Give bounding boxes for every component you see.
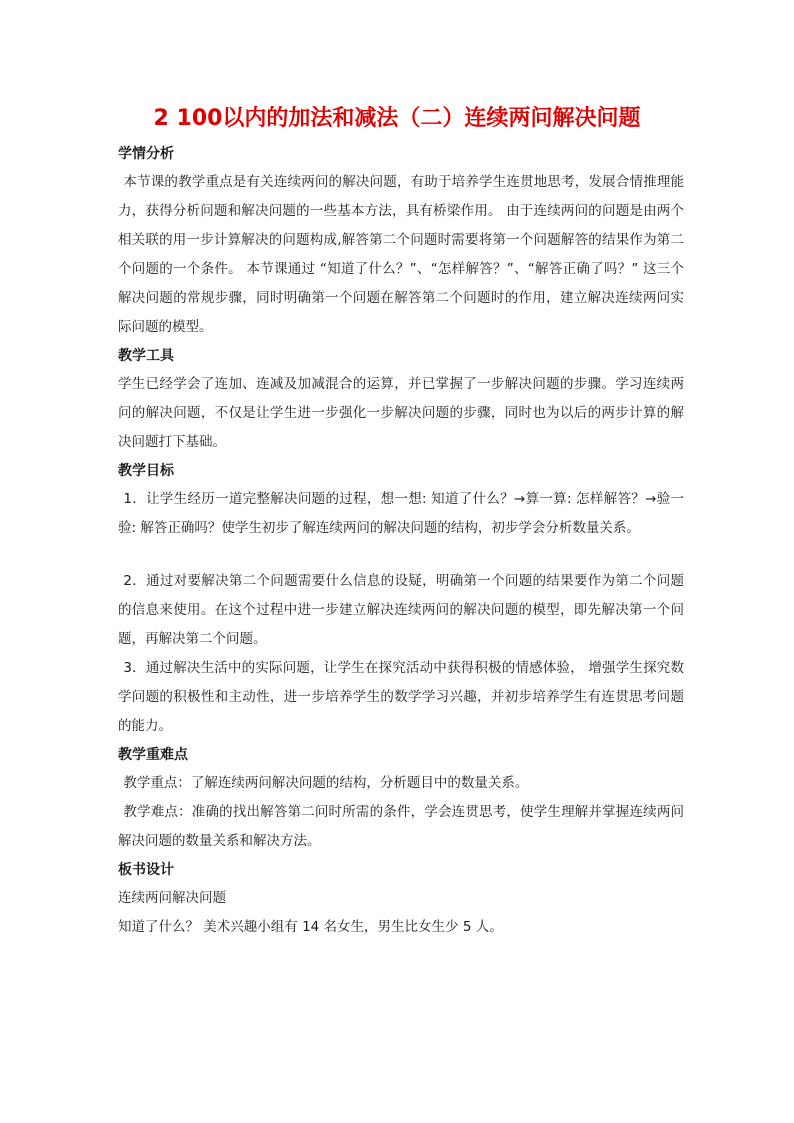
- section-heading-tools: 教学工具: [118, 348, 174, 364]
- goal-item-2: 2．通过对要解决第二个问题需要什么信息的设疑，明确第一个问题的结果要作为第二个问题的信息来使用。在这个过程中进一步建立解决连续两问的解决问题的模型，即先解决第一个问题，再解决第二个问题。: [118, 573, 684, 647]
- document-title: 2 100以内的加法和减法（二）连续两问解决问题: [153, 106, 641, 131]
- section-heading-difficulty: 教学重难点: [118, 747, 188, 763]
- board-line-2: 知道了什么？ 美术兴趣小组有 14 名女生，男生比女生少 5 人。: [118, 919, 503, 935]
- analysis-paragraph: 本节课的教学重点是有关连续两问的解决问题，有助于培养学生连贯地思考，发展合情推理能力，获得分析问题和解决问题的一些基本方法，具有桥梁作用。 由于连续两问的问题是由两个相关联的用一步计算解决的问题构成,解答第二个问题时需要将第一个问题解答的结果作为第二个问题的一个条件。 本节课通过 “知道了什么？”、“怎样解答？”、“解答正确了吗？” 这三个解决问题的常规步骤，同时明确第一个问题在解答第二个问题时的作用，建立解决连续两问实际问题的模型。: [118, 174, 684, 335]
- section-heading-goals: 教学目标: [118, 463, 174, 479]
- tools-paragraph: 学生已经学会了连加、连减及加减混合的运算，并已掌握了一步解决问题的步骤。学习连续两问的解决问题，不仅是让学生进一步强化一步解决问题的步骤，同时也为以后的两步计算的解决问题打下基础。: [118, 376, 684, 450]
- goal-item-3: 3．通过解决生活中的实际问题，让学生在探究活动中获得积极的情感体验， 增强学生探究数学问题的积极性和主动性，进一步培养学生的数学学习兴趣，并初步培养学生有连贯思考问题的能力。: [118, 660, 684, 734]
- board-line-1: 连续两问解决问题: [118, 890, 226, 906]
- paragraph-gap: [118, 543, 684, 567]
- section-heading-board: 板书设计: [118, 862, 174, 878]
- key-point-paragraph: 教学重点：了解连续两问解决问题的结构，分析题目中的数量关系。: [123, 775, 529, 791]
- difficult-point-paragraph: 教学难点：准确的找出解答第二问时所需的条件，学会连贯思考，使学生理解并掌握连续两问解决问题的数量关系和解决方法。: [118, 804, 684, 849]
- document-body: [118, 140, 684, 942]
- section-heading-analysis: 学情分析: [118, 146, 174, 162]
- goal-item-1: 1．让学生经历一道完整解决问题的过程，想一想: 知道了什么？→算一算: 怎样解答？→验一验: 解答正确吗？使学生初步了解连续两问的解决问题的结构，初步学会分析数量关系。: [118, 491, 684, 536]
